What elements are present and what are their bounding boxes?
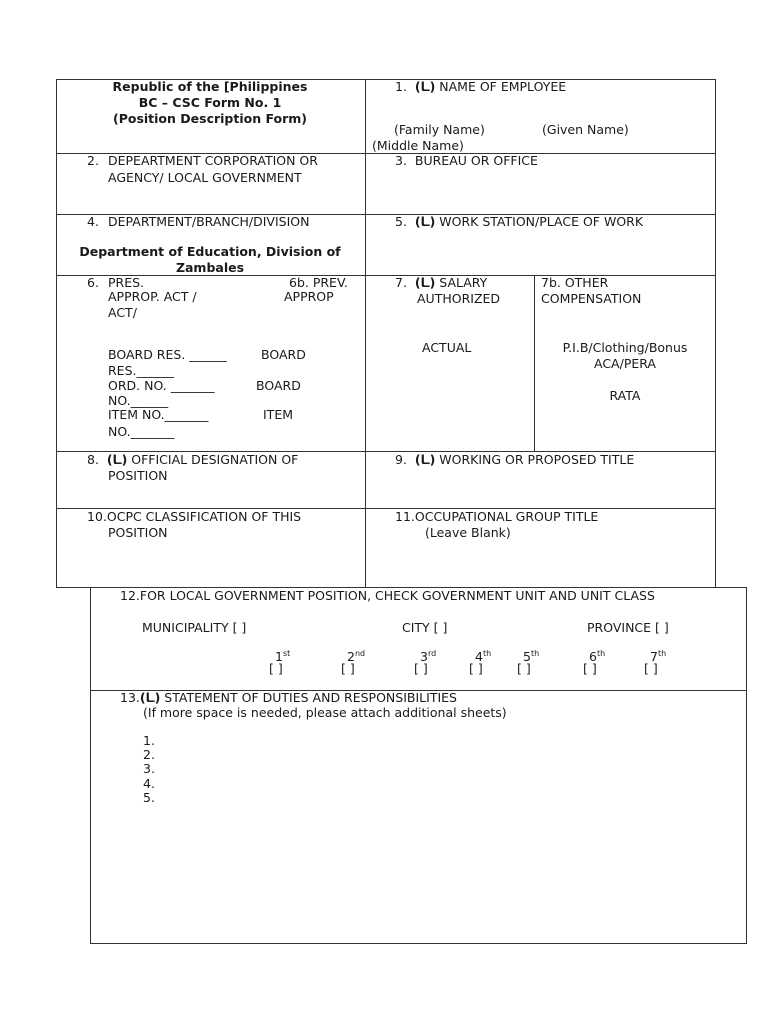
item9-label: WORKING OR PROPOSED TITLE	[439, 452, 635, 467]
income-class-checkbox-6[interactable]: [ ]	[583, 661, 597, 676]
item5-mark: (ـا)	[414, 214, 436, 229]
income-class-checkbox-4[interactable]: [ ]	[469, 661, 483, 676]
item11-label-line1: 11.OCCUPATIONAL GROUP TITLE	[395, 509, 599, 524]
item4-number: 4.	[87, 214, 99, 229]
no-field-1: NO.______	[108, 393, 169, 408]
item5-heading	[395, 214, 643, 229]
item1-number: 1.	[395, 79, 407, 94]
item9-mark: (ـا)	[414, 452, 436, 467]
item6b-prev: 6b. PREV.	[289, 275, 348, 290]
item2-number: 2.	[87, 153, 99, 168]
ord-no-field: ORD. NO. _______	[108, 378, 215, 393]
item13-label: STATEMENT OF DUTIES AND RESPONSIBILITIES	[164, 690, 457, 705]
family-name-label: (Family Name)	[394, 122, 485, 137]
duty-item-5: 5.	[143, 789, 155, 805]
item5-number: 5.	[395, 214, 407, 229]
city-checkbox[interactable]: CITY [ ]	[402, 620, 448, 635]
item13-mark: (ـا)	[139, 690, 161, 705]
item1-label: NAME OF EMPLOYEE	[439, 79, 567, 94]
item7b-pib: P.I.B/Clothing/Bonus	[562, 340, 688, 355]
income-class-label-4: 4th	[475, 649, 492, 665]
item-label: ITEM	[263, 407, 294, 422]
item13-number: 13.	[120, 690, 140, 705]
income-class-checkbox-7[interactable]: [ ]	[644, 661, 658, 676]
item13-heading	[120, 690, 457, 705]
duty-item-1: 1.	[143, 733, 155, 748]
province-checkbox[interactable]: PROVINCE [ ]	[587, 620, 669, 635]
item4-value-line2: Zambales	[175, 260, 245, 275]
item-no-field: ITEM NO._______	[108, 407, 209, 422]
item4-label: DEPARTMENT/BRANCH/DIVISION	[108, 214, 310, 229]
item10-label-line1: 10.OCPC CLASSIFICATION OF THIS	[87, 509, 302, 524]
item8-label-line2: POSITION	[108, 468, 168, 483]
box-item13	[90, 690, 747, 944]
income-class-checkbox-1[interactable]: [ ]	[269, 661, 283, 676]
item8-number: 8.	[87, 452, 99, 467]
item3-label: BUREAU OR OFFICE	[414, 153, 538, 168]
header-line3: (Position Description Form)	[112, 111, 307, 126]
duty-item-4: 4.	[143, 775, 155, 791]
item1-mark: (ـا)	[414, 79, 436, 94]
income-class-checkbox-3[interactable]: [ ]	[414, 661, 428, 676]
header-line2: BC – CSC Form No. 1	[138, 95, 282, 110]
item7b-compensation: COMPENSATION	[541, 291, 642, 306]
item10-label-line2: POSITION	[108, 525, 168, 540]
res-field: RES.______	[108, 363, 174, 378]
duty-item-2: 2.	[143, 747, 155, 763]
item7b-rata: RATA	[609, 388, 641, 403]
item9-heading	[395, 452, 634, 467]
income-class-checkbox-2[interactable]: [ ]	[341, 661, 355, 676]
item7-mark: (ـا)	[414, 275, 436, 290]
given-name-label: (Given Name)	[542, 122, 629, 137]
item9-number: 9.	[395, 452, 407, 467]
board-label-1: BOARD	[261, 347, 306, 362]
no-field-2: NO._______	[108, 424, 175, 439]
income-class-label-7: 7th	[650, 649, 667, 665]
item12-title: 12.FOR LOCAL GOVERNMENT POSITION, CHECK GOVERNMENT UNIT AND UNIT CLASS	[120, 588, 655, 603]
item8-label: OFFICIAL DESIGNATION OF	[131, 452, 299, 467]
income-class-label-1: 1st	[275, 649, 291, 665]
item1-heading	[395, 79, 566, 94]
item5-label: WORK STATION/PLACE OF WORK	[439, 214, 644, 229]
header-line1: Republic of the [Philippines	[112, 79, 308, 94]
item8-mark: (ـا)	[106, 452, 128, 467]
item2-label-line1: DEPEARTMENT CORPORATION OR	[108, 153, 318, 168]
row-divider-3	[56, 275, 716, 276]
item7b-label: 7b. OTHER	[541, 275, 609, 290]
item6-number: 6.	[87, 275, 99, 290]
item2-label-line2: AGENCY/ LOCAL GOVERNMENT	[108, 170, 302, 185]
duty-item-3: 3.	[143, 761, 155, 777]
item7-authorized: AUTHORIZED	[417, 291, 501, 306]
income-class-label-5: 5th	[523, 649, 540, 665]
income-class-label-3: 3rd	[420, 649, 437, 665]
item6-approp-act: APPROP. ACT /	[108, 289, 197, 304]
item3-heading	[395, 153, 538, 168]
salary-divider	[534, 275, 535, 451]
item4-value-line1: Department of Education, Division of	[79, 244, 341, 259]
board-res-field: BOARD RES. ______	[108, 347, 227, 362]
item11-label-line2: (Leave Blank)	[425, 525, 511, 540]
item7-actual: ACTUAL	[422, 340, 472, 355]
income-class-label-6: 6th	[589, 649, 606, 665]
item6b-approp: APPROP	[284, 289, 334, 304]
item7-salary: SALARY	[439, 275, 488, 290]
income-class-label-2: 2nd	[347, 649, 366, 665]
item3-number: 3.	[395, 153, 407, 168]
board-label-2: BOARD	[256, 378, 301, 393]
item7-heading	[395, 275, 487, 290]
item13-note: (If more space is needed, please attach additional sheets)	[143, 705, 507, 720]
item6-act: ACT/	[108, 305, 137, 320]
income-class-checkbox-5[interactable]: [ ]	[517, 661, 531, 676]
item8-heading	[87, 452, 298, 467]
upper-table-center-divider	[365, 79, 366, 588]
item7-number: 7.	[395, 275, 407, 290]
middle-name-label: (Middle Name)	[372, 138, 464, 153]
municipality-checkbox[interactable]: MUNICIPALITY [ ]	[142, 620, 247, 635]
item6-pres: PRES.	[108, 275, 145, 290]
item7b-aca: ACA/PERA	[594, 356, 656, 371]
